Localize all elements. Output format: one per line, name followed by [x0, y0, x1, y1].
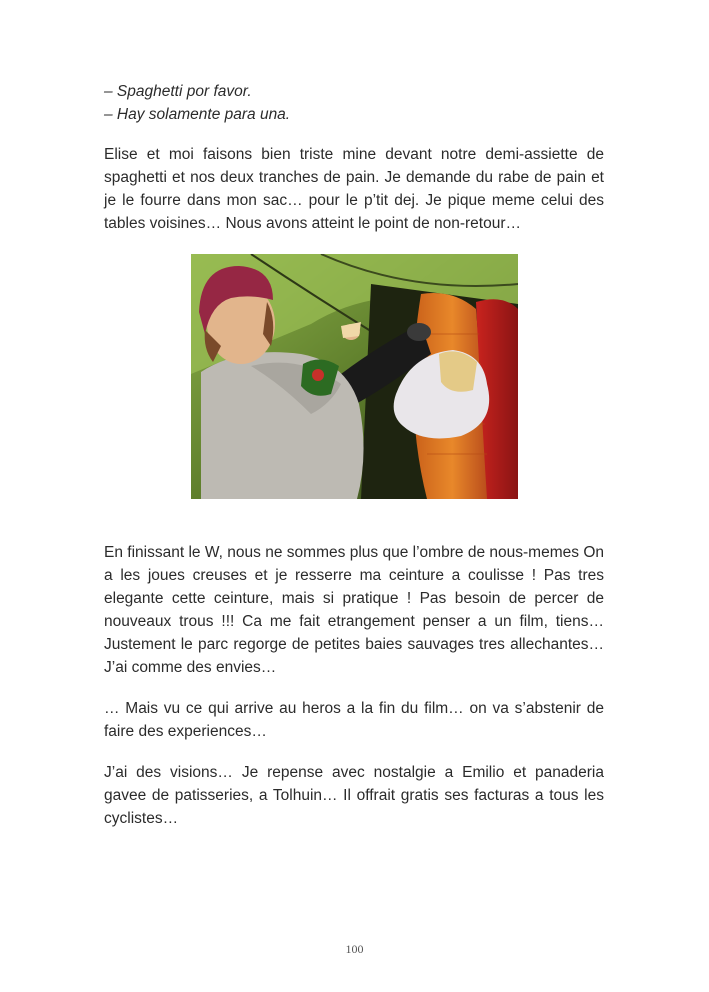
paragraph-2: En finissant le W, nous ne sommes plus que l’ombre de nous-memes On a les joues creuses et je resserre ma ceinture a coulisse ! Pas tres elegante cette ceinture, mais si pratique ! Pas besoin de percer de nouveaux trous !!! Ca me fait etrangement penser a un film, tiens… Justement le parc regorge de petites baies sauvages tres allechantes… J’ai comme des envies… — [104, 544, 604, 676]
paragraph-4: J’ai des visions… Je repense avec nostalgie a Emilio et panaderia gavee de patisseries, a Tolhuin… Il offrait gratis ses facturas a tous les cyclistes… — [104, 764, 604, 827]
paragraph-3: … Mais vu ce qui arrive au heros a la fin du film… on va s’abstenir de faire des experiences… — [104, 700, 604, 740]
paragraph-1: Elise et moi faisons bien triste mine devant notre demi-assiette de spaghetti et nos deux tranches de pain. Je demande du rabe de pain et je le fourre dans mon sac… pour le p’tit dej. Je pique meme celui des tables voisines… Nous avons atteint le point de non-retour… — [104, 146, 604, 232]
dialog-line-1: – Spaghetti por favor. — [104, 83, 252, 100]
dialog-line-2: – Hay solamente para una. — [104, 106, 291, 123]
dialog-block — [104, 80, 604, 126]
page-number: 100 — [345, 942, 364, 956]
tent-photo — [191, 254, 518, 499]
